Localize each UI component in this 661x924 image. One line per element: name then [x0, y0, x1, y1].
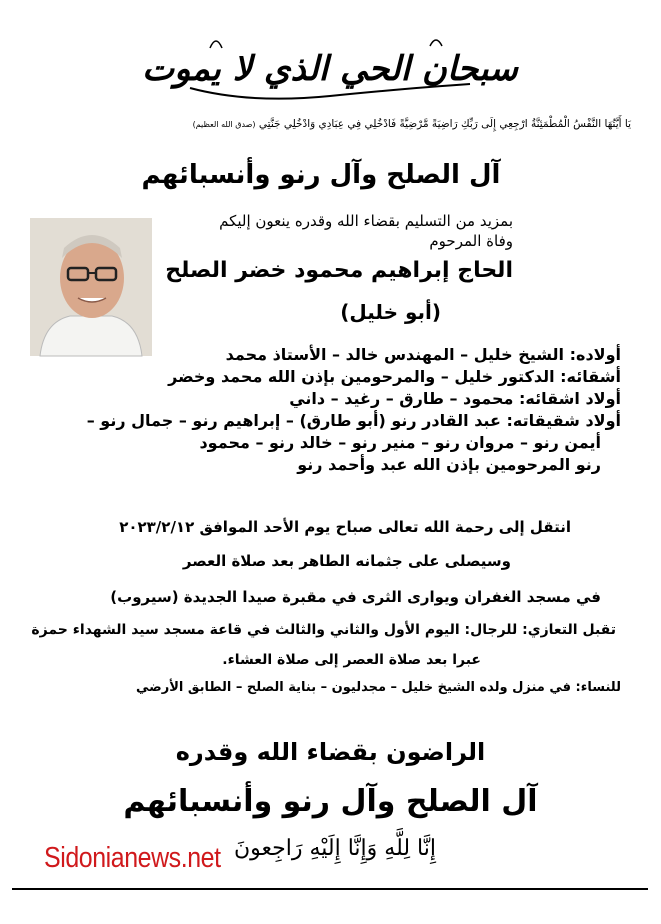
portrait-photo-icon	[30, 218, 152, 356]
relatives-sons: أولاده: الشيخ خليل – المهندس خالد – الأستاذ محمد	[225, 345, 621, 364]
relatives-brothers: أشقائه: الدكتور خليل – والمرحومين بإذن الله محمد وخضر	[168, 367, 621, 386]
relatives-sisters-children-2: أيمن رنو – مروان رنو – منير رنو – خالد رنو – محمود	[199, 433, 601, 452]
closing-quran-verse: إِنَّا لِلَّهِ وَإِنَّا إِلَيْهِ رَاجِعونَ	[234, 836, 436, 861]
footer-line-1: الراضون بقضاء الله وقدره	[175, 738, 486, 766]
deceased-nickname: (أبو خليل)	[340, 300, 441, 324]
announcement-line-1: بمزيد من التسليم بقضاء الله وقدره ينعون إليكم	[219, 212, 513, 230]
bottom-divider	[12, 888, 648, 890]
burial-location: في مسجد الغفران ويوارى الثرى في مقبرة صيدا الجديدة (سيروب)	[110, 588, 601, 606]
watermark-logo: Sidonianews.net	[44, 842, 221, 874]
passed-away-date: انتقل إلى رحمة الله تعالى صباح يوم الأحد الموافق ٢٠٢٣/٢/١٢	[119, 518, 571, 536]
verse-reference: (صدق الله العظيم)	[192, 120, 256, 129]
women-condolences: للنساء: في منزل ولده الشيخ خليل – مجدليون – بناية الصلح – الطابق الأرضي	[136, 680, 621, 695]
deceased-photo	[30, 218, 152, 356]
relatives-sisters-children-3: رنو المرحومين بإذن الله عبد وأحمد رنو	[297, 455, 601, 474]
calligraphy-header	[142, 18, 518, 118]
footer-line-2: آل الصلح وآل رنو وأنسبائهم	[123, 784, 538, 819]
verse-text: يَا أَيَّتُهَا النَّفْسُ الْمُطْمَئِنَّةُ ارْجِعِي إِلَى رَبِّكِ رَاضِيَةً مَّرْضِيَّةً فَادْخُلِي فِي عِبَادِي وَادْخُلِي جَنَّتِي	[258, 118, 631, 130]
calligraphy-art	[142, 18, 518, 118]
family-title: آل الصلح وآل رنو وأنسبائهم	[141, 160, 501, 190]
quran-verse	[31, 118, 631, 130]
announcement-line-2: وفاة المرحوم	[429, 232, 513, 250]
men-condolences-line-1: تقبل التعازي: للرجال: اليوم الأول والثاني والثالث في قاعة مسجد سيد الشهداء حمزة	[31, 622, 616, 638]
men-condolences-line-2: عبرا بعد صلاة العصر إلى صلاة العشاء.	[222, 652, 481, 668]
funeral-prayer: وسيصلى على جثمانه الطاهر بعد صلاة العصر	[182, 552, 511, 570]
relatives-sisters-children-1: أولاد شقيقاته: عبد القادر رنو (أبو طارق) – إبراهيم رنو – جمال رنو –	[86, 411, 621, 430]
relatives-brothers-children: أولاد اشقائه: محمود – طارق – رغيد – داني	[289, 389, 621, 408]
deceased-name: الحاج إبراهيم محمود خضر الصلح	[165, 258, 513, 283]
calligraphy-text: سبحان الحي الذي لا يموت	[142, 49, 518, 89]
